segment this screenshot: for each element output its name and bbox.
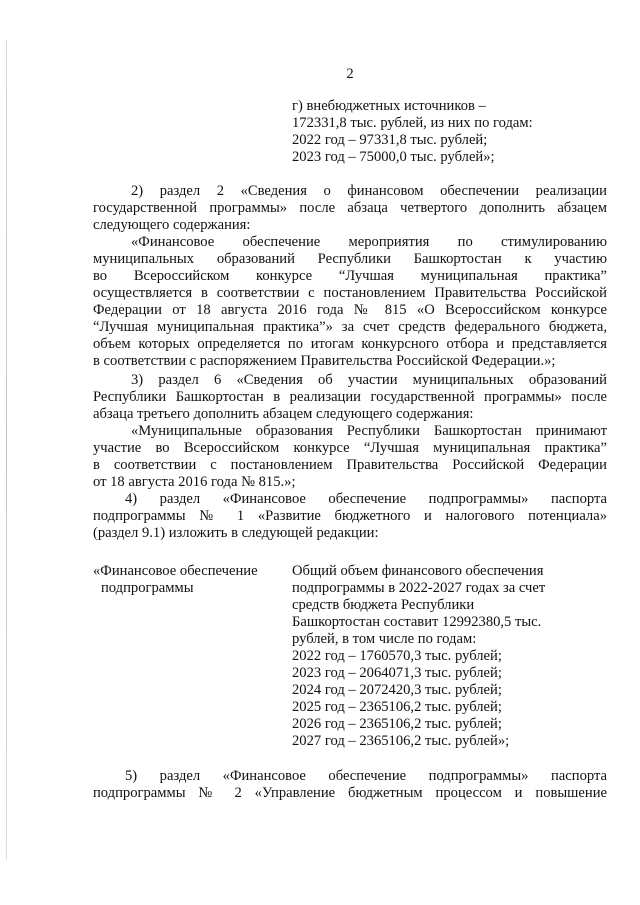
- text-line: Башкортостан составит 12992380,5 тыс.: [292, 614, 542, 630]
- quote-item-3: [93, 423, 607, 491]
- year-line: 2027 год – 2365106,2 тыс. рублей»;: [292, 733, 510, 749]
- funding-line: 2023 год – 75000,0 тыс. рублей»;: [292, 149, 495, 165]
- year-line: 2025 год – 2365106,2 тыс. рублей;: [292, 699, 502, 715]
- page-number: 2: [346, 66, 354, 82]
- year-line: 2026 год – 2365106,2 тыс. рублей;: [292, 716, 502, 732]
- text-line: объем которых определяется по итогам конкурсного отбора и представляется: [93, 336, 607, 352]
- text-line: во Всероссийском конкурсе “Лучшая муниципальная практика”: [93, 268, 607, 284]
- text-line: государственной программы» после абзаца четвертого дополнить абзацем: [93, 200, 607, 216]
- year-line: 2024 год – 2072420,3 тыс. рублей;: [292, 682, 502, 698]
- extrabudgetary-funding-lines: [292, 98, 592, 166]
- text-line: (раздел 9.1) изложить в следующей редакции:: [93, 525, 379, 541]
- text-line: средств бюджета Республики: [292, 597, 475, 613]
- text-line: подпрограммы: [101, 580, 194, 596]
- text-line: 4) раздел «Финансовое обеспечение подпрограммы» паспорта: [125, 491, 607, 507]
- text-line: «Муниципальные образования Республики Башкортостан принимают: [131, 423, 607, 439]
- table-value-cell: [292, 563, 592, 750]
- text-line: абзаца третьего дополнить абзацем следующего содержания:: [93, 406, 474, 422]
- text-line: подпрограммы № 1 «Развитие бюджетного и налогового потенциала»: [93, 508, 607, 524]
- text-line: Федерации от 18 августа 2016 года № 815 «О Всероссийском конкурсе: [93, 302, 607, 318]
- text-line: от 18 августа 2016 года № 815.»;: [93, 474, 296, 490]
- year-line: 2022 год – 1760570,3 тыс. рублей;: [292, 648, 502, 664]
- paragraph-item-4: [93, 491, 607, 542]
- text-line: муниципальных образований Республики Башкортостан к участию: [93, 251, 607, 267]
- text-line: «Финансовое обеспечение мероприятия по стимулированию: [131, 234, 607, 250]
- paragraph-item-5: [93, 768, 607, 802]
- year-line: 2023 год – 2064071,3 тыс. рублей;: [292, 665, 502, 681]
- text-line: участие во Всероссийском конкурсе “Лучшая муниципальная практика”: [93, 440, 607, 456]
- text-line: “Лучшая муниципальная практика”» за счет средств федерального бюджета,: [93, 319, 607, 335]
- paragraph-item-3: [93, 372, 607, 423]
- text-line: 5) раздел «Финансовое обеспечение подпрограммы» паспорта: [125, 768, 607, 784]
- quote-item-2: [93, 234, 607, 370]
- text-line: следующего содержания:: [93, 217, 251, 233]
- scan-margin-line: [6, 40, 7, 860]
- text-line: 3) раздел 6 «Сведения об участии муниципальных образований: [131, 372, 607, 388]
- text-line: 2) раздел 2 «Сведения о финансовом обеспечении реализации: [131, 183, 607, 199]
- text-line: в соответствии с распоряжением Правительства Российской Федерации.»;: [93, 353, 556, 369]
- funding-line: г) внебюджетных источников –: [292, 98, 486, 114]
- text-line: осуществляется в соответствии с постановлением Правительства Российской: [93, 285, 607, 301]
- text-line: подпрограммы № 2 «Управление бюджетным процессом и повышение: [93, 785, 607, 801]
- funding-line: 172331,8 тыс. рублей, из них по годам:: [292, 115, 533, 131]
- table-label-cell: [93, 563, 283, 597]
- funding-line: 2022 год – 97331,8 тыс. рублей;: [292, 132, 488, 148]
- paragraph-item-2: [93, 183, 607, 234]
- text-line: «Финансовое обеспечение: [93, 563, 258, 579]
- text-line: Общий объем финансового обеспечения: [292, 563, 544, 579]
- text-line: в соответствии с постановлением Правительства Российской Федерации: [93, 457, 607, 473]
- text-line: подпрограммы в 2022-2027 годах за счет: [292, 580, 546, 596]
- text-line: Республики Башкортостан в реализации государственной программы» после: [93, 389, 607, 405]
- text-line: рублей, в том числе по годам:: [292, 631, 477, 647]
